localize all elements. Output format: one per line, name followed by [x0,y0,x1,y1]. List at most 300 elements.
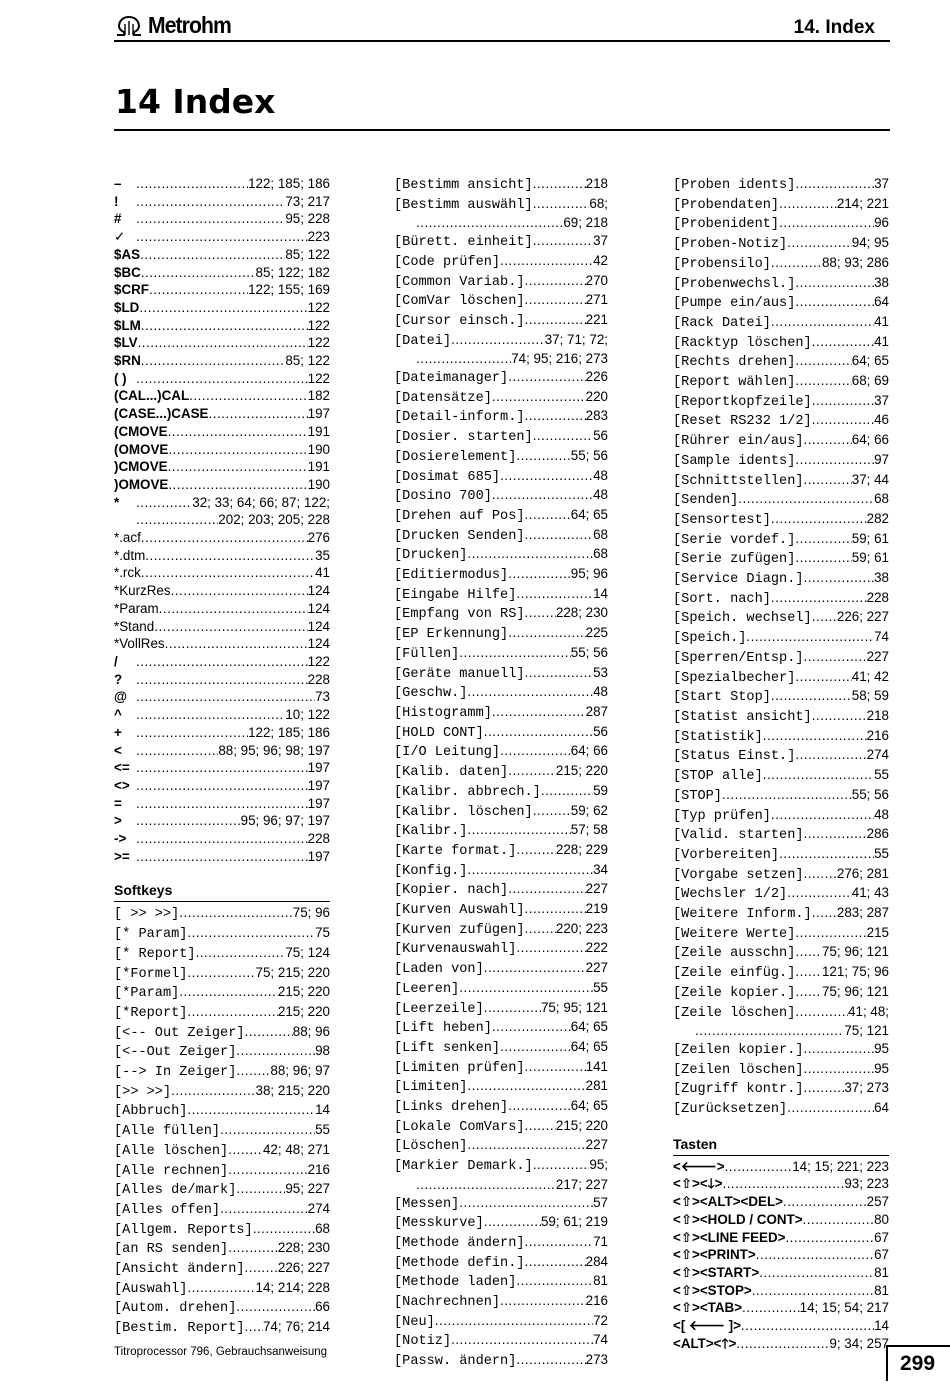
leader-dots [812,904,837,922]
leader-dots [136,830,308,848]
leader-dots [245,1259,278,1277]
index-entry [114,1239,330,1259]
leader-dots [804,648,867,666]
page-references: 38; 215; 220 [255,1082,330,1098]
page-references: 42; 48; 271 [262,1141,330,1157]
page-references: 53 [593,664,608,680]
page-references-continued: 202; 203; 205; 228 [218,512,330,528]
leader-dots [236,1180,285,1198]
page-references: 37; 71; 72; [544,331,608,347]
index-entry [394,195,608,232]
page-references: 55 [593,979,608,995]
leader-dots [533,1156,590,1174]
index-term: [*Report] [114,1005,188,1021]
index-entry [394,841,608,861]
page-references: 64; 65 [570,1038,608,1054]
index-term: [Datei] [394,333,452,349]
leader-dots [136,812,241,830]
page-references: 48 [874,806,889,822]
index-term: [Bürett. einheit] [394,235,533,251]
page-references: 214; 221 [836,195,889,211]
leader-dots [771,806,874,824]
page-references: 68 [593,526,608,542]
index-term: [ >> >>] [114,907,180,923]
index-term: [*Param] [114,986,180,1002]
index-term: [Kopier. nach] [394,883,509,899]
tasten-heading: Tasten [673,1136,889,1156]
index-entry [673,175,889,195]
index-entry [114,964,330,984]
page-references: 286 [866,826,889,842]
page-references: 122; 185; 186 [248,724,330,740]
index-entry [673,1246,889,1264]
leader-dots [228,1141,263,1159]
leader-dots [168,441,307,459]
index-entry [673,352,889,372]
page-references: 72 [593,1312,608,1328]
index-entry [394,1213,608,1233]
index-term: [Sperren/Entsp.] [673,650,804,666]
index-entry [394,1117,608,1137]
page-references: 226; 227 [277,1260,330,1276]
leader-dots [467,545,593,563]
page-references: 34 [593,861,608,877]
page-references: 228 [307,831,330,847]
index-term: <> [114,777,130,793]
index-entry [673,1264,889,1282]
index-term: [Dosimat 685] [394,469,501,485]
brand-logo [114,12,238,39]
index-term: [Alles de/mark] [114,1183,237,1199]
leader-dots [165,635,308,653]
page-references: 222 [585,940,608,956]
leader-dots [171,1082,255,1100]
index-term: [<-- Out Zeiger] [114,1025,245,1041]
index-term: [Methode defin.] [394,1255,525,1271]
leader-dots [508,565,571,583]
leader-dots [525,1253,586,1271]
index-entry [394,644,608,664]
leader-dots [533,175,586,193]
index-entry [114,618,330,636]
page-references: 81 [874,1264,889,1280]
page-references: 75; 215; 220 [255,964,330,980]
index-entry [114,193,330,211]
page-references: 74 [593,1332,608,1348]
index-entry [394,959,608,979]
leader-dots [516,939,585,957]
index-entry [673,648,889,668]
index-entry [394,821,608,841]
leader-dots [525,664,594,682]
page-references: 68 [874,491,889,507]
index-term: (CASE...)CASE [114,406,209,422]
index-term: [Wechsler 1/2] [673,887,788,903]
index-term: [Kalib. daten] [394,765,509,781]
leader-dots [500,1038,571,1056]
index-term: [Füllen] [394,646,460,662]
index-term: [Dateimanager] [394,371,509,387]
page-references: 37 [874,176,889,191]
index-entry [673,431,889,451]
page-references: 287 [585,703,608,719]
page-references: 73; 217 [285,193,330,209]
index-term: [Code prüfen] [394,254,501,270]
index-entry [673,1229,889,1247]
page-references: 85; 122 [285,353,330,369]
index-entry [114,458,330,476]
page-references: 95; 96; 97; 197 [240,813,330,829]
index-entry [394,331,608,368]
leader-dots [136,175,248,193]
index-entry [114,924,330,944]
leader-dots [467,1136,585,1154]
leader-dots [803,1211,875,1229]
page-references: 55; 56 [851,786,889,802]
page-references: 35 [315,547,330,563]
leader-dots [804,865,837,883]
page-references: 220; 223 [555,920,608,936]
page-references: 216 [307,1161,330,1177]
page-references: 14; 15; 221; 223 [792,1158,889,1174]
index-term: [Drehen auf Pos] [394,508,525,524]
leader-dots [752,1282,874,1300]
index-term: [Probenident] [673,217,780,233]
leader-dots [508,880,585,898]
page-references: 88; 93; 286 [821,254,889,270]
index-entry [394,1292,608,1312]
index-entry [673,313,889,333]
page-references: 141 [585,1058,608,1074]
index-entry [114,529,330,547]
leader-dots [484,959,586,977]
index-term: $LM [114,317,141,333]
page-references: 81 [874,1282,889,1298]
page-references: 124 [307,583,330,599]
page-references: 37; 273 [844,1080,889,1096]
index-term: [Laden von] [394,962,484,978]
index-entry [114,494,330,529]
page-references: 191 [307,459,330,475]
index-entry [114,1161,330,1181]
index-term: [Zeile einfüg.] [673,966,796,982]
index-entry [114,1121,330,1141]
index-entry [114,848,330,866]
page-references: 95 [874,1040,889,1056]
page-references: 58; 59 [851,688,889,704]
leader-dots [484,1213,541,1231]
header-rule [114,40,890,42]
index-term: [Zeile kopier.] [673,985,796,1001]
page-references: 228 [307,671,330,687]
page-references: 197 [307,760,330,776]
page-references: 197 [307,848,330,864]
leader-dots [725,1158,793,1176]
index-term: [STOP alle] [673,769,763,785]
page-references: 223 [307,229,330,245]
index-term: > [114,813,122,829]
page-references: 122 [307,653,330,669]
leader-dots [779,214,874,232]
index-entry [114,1279,330,1299]
index-term: <⇧><🡓> [673,1176,723,1192]
leader-dots [812,411,874,429]
page-references: 75 [315,925,330,941]
leader-dots [804,1060,875,1078]
page-references: 95; 227 [285,1181,330,1197]
index-entry [673,865,889,885]
index-term: [Bestim. Report] [114,1321,245,1337]
leader-dots [795,352,851,370]
index-entry [394,1253,608,1273]
index-entry [114,547,330,565]
page-references: 221 [585,311,608,327]
page-references: 56 [593,428,608,444]
index-term: / [114,653,118,669]
page-references: 75; 96; 121 [821,983,889,999]
index-term: [Kalibr. löschen] [394,804,533,820]
page-references: 75; 95; 121 [540,999,608,1015]
index-term: [Vorbereiten] [673,847,780,863]
page-references: 283; 287 [836,905,889,921]
leader-dots [136,671,308,689]
index-term: >= [114,848,130,864]
index-term: [Links drehen] [394,1100,509,1116]
index-term: [Typ prüfen] [673,808,771,824]
index-entry [394,802,608,822]
leader-dots [136,724,248,742]
index-term: [Proben-Notiz] [673,237,788,253]
leader-dots [492,486,593,504]
page-references: 41; 48; [848,1003,889,1019]
index-entry [673,608,889,628]
index-entry [673,904,889,924]
index-entry [394,900,608,920]
leader-dots [779,195,837,213]
index-entry [673,1193,889,1211]
index-term: [Histogramm] [394,705,492,721]
leader-dots [525,272,586,290]
page-references: 88; 96 [292,1023,330,1039]
page-references-continued: 74; 95; 216; 273 [511,351,608,367]
index-entry [114,370,330,388]
leader-dots [795,175,874,193]
index-term: (CMOVE [114,423,168,439]
index-entry [673,727,889,747]
leader-dots [236,1298,315,1316]
page-references: 270 [585,272,608,288]
index-entry [114,759,330,777]
index-entry [114,476,330,494]
leader-dots [795,549,851,567]
index-entry [394,999,608,1019]
page-references: 215; 220 [277,1003,330,1019]
page-references: 122 [307,335,330,351]
page-references: 121; 75; 96 [821,964,889,980]
page-references: 64; 66 [570,743,608,759]
index-entry [394,723,608,743]
index-term: [Rechts drehen] [673,355,796,371]
leader-dots [722,1175,844,1193]
index-term: *.rck [114,565,141,581]
leader-dots [451,1331,593,1349]
index-term: [Sample idents] [673,453,796,469]
index-term: [Probenwechsl.] [673,276,796,292]
index-entry [114,1180,330,1200]
leader-dots [795,372,851,390]
leader-dots [525,506,571,524]
index-term: [Vorgabe setzen] [673,867,804,883]
leader-dots [187,1101,315,1119]
index-term: [Methode laden] [394,1275,517,1291]
page-references: 95; [589,1157,608,1173]
page-references: 41; 42 [851,668,889,684]
page-references: 41 [874,313,889,329]
index-entry [394,585,608,605]
leader-dots [500,252,593,270]
index-term: [Kalibr.] [394,824,468,840]
index-entry [394,1038,608,1058]
symbol-entries [114,175,330,865]
index-entry [673,274,889,294]
leader-dots [187,964,255,982]
leader-dots [500,467,593,485]
page-references: 41 [874,333,889,349]
index-term: [Rührer ein/aus] [673,434,804,450]
index-entry [114,564,330,582]
leader-dots [171,582,308,600]
leader-dots [508,1097,571,1115]
leader-dots [787,1099,874,1117]
leader-dots [416,350,511,368]
leader-dots [141,564,315,582]
page-references: 14 [315,1102,330,1118]
index-term: [Geschw.] [394,686,468,702]
leader-dots [783,1193,867,1211]
index-entry [114,688,330,706]
index-entry [394,506,608,526]
index-entry [114,299,330,317]
page-references: 93; 223 [844,1176,889,1192]
index-entry [394,427,608,447]
page-references: 38 [874,274,889,290]
index-term: [Ansicht ändern] [114,1262,245,1278]
page-references: 59; 62 [570,802,608,818]
index-term: [Zurücksetzen] [673,1102,788,1118]
leader-dots [136,848,308,866]
index-entry [673,825,889,845]
brand-name: Metrohm [148,12,231,38]
index-term: <ALT><🡑> [673,1335,737,1351]
index-entry [394,1351,608,1371]
page-references: 46 [874,412,889,428]
leader-dots [795,293,874,311]
leader-dots [722,786,852,804]
leader-dots [187,924,315,942]
page-references: 74; 76; 214 [262,1319,330,1335]
index-term: [I/O Leitung] [394,745,501,761]
leader-dots [525,311,586,329]
index-term: <🡐> [673,1158,725,1174]
page-references-continued: 75; 121 [844,1023,889,1039]
leader-dots [533,195,590,213]
page-references: 95 [874,1060,889,1076]
leader-dots [228,1161,307,1179]
index-entry [114,1003,330,1023]
page-references: 124 [307,618,330,634]
index-term: [>> >>] [114,1084,172,1100]
page-references: 74 [874,629,889,645]
index-term: [Konfig.] [394,863,468,879]
leader-dots [136,210,285,228]
leader-dots [736,1335,829,1353]
index-term: * [114,494,120,510]
index-entry [114,812,330,830]
page-references: 68 [593,546,608,562]
index-term: [Probendaten] [673,197,780,213]
leader-dots [459,1194,593,1212]
page-references: 228 [866,589,889,605]
index-entry [114,706,330,724]
index-term: <⇧><HOLD / CONT> [673,1211,803,1227]
page-references: 122; 155; 169 [248,282,330,298]
index-term: [Statist ansicht] [673,709,812,725]
leader-dots [525,407,586,425]
index-term: [Serie zufügen] [673,552,796,568]
page-references: 228; 230 [277,1240,330,1256]
index-entry [673,254,889,274]
leader-dots [149,281,248,299]
index-entry [114,635,330,653]
index-entry [114,777,330,795]
index-term: [Messen] [394,1196,460,1212]
index-term: <⇧><LINE FEED> [673,1229,786,1245]
index-term: $BC [114,264,141,280]
page-references: 197 [307,795,330,811]
index-term: [Messkurve] [394,1216,484,1232]
leader-dots [516,1272,593,1290]
index-entry [114,210,330,228]
page-references: 215; 220 [555,763,608,779]
page-references: 122 [307,370,330,386]
leader-dots [516,841,556,859]
index-entry [673,1299,889,1317]
index-term: [Rack Datei] [673,315,771,331]
leader-dots [141,352,286,370]
index-term: [Dosier. starten] [394,430,533,446]
leader-dots [459,644,571,662]
index-entry [673,687,889,707]
leader-dots [416,214,563,232]
leader-dots [220,1121,315,1139]
leader-dots [516,1351,585,1369]
leader-dots [136,759,308,777]
index-entry [114,1220,330,1240]
page-references: 55; 56 [570,447,608,463]
index-entry [114,1298,330,1318]
index-term: [Service Diagn.] [673,572,804,588]
index-entry [394,604,608,624]
page-references: 85; 122; 182 [255,264,330,280]
index-term: [Kalibr. abbrech.] [394,784,541,800]
index-entry [394,252,608,272]
index-entry [394,467,608,487]
leader-dots [435,1312,593,1330]
index-term: [Nachrechnen] [394,1295,501,1311]
page-references: 97 [874,451,889,467]
index-term: [Alle füllen] [114,1124,221,1140]
leader-dots [759,1264,874,1282]
